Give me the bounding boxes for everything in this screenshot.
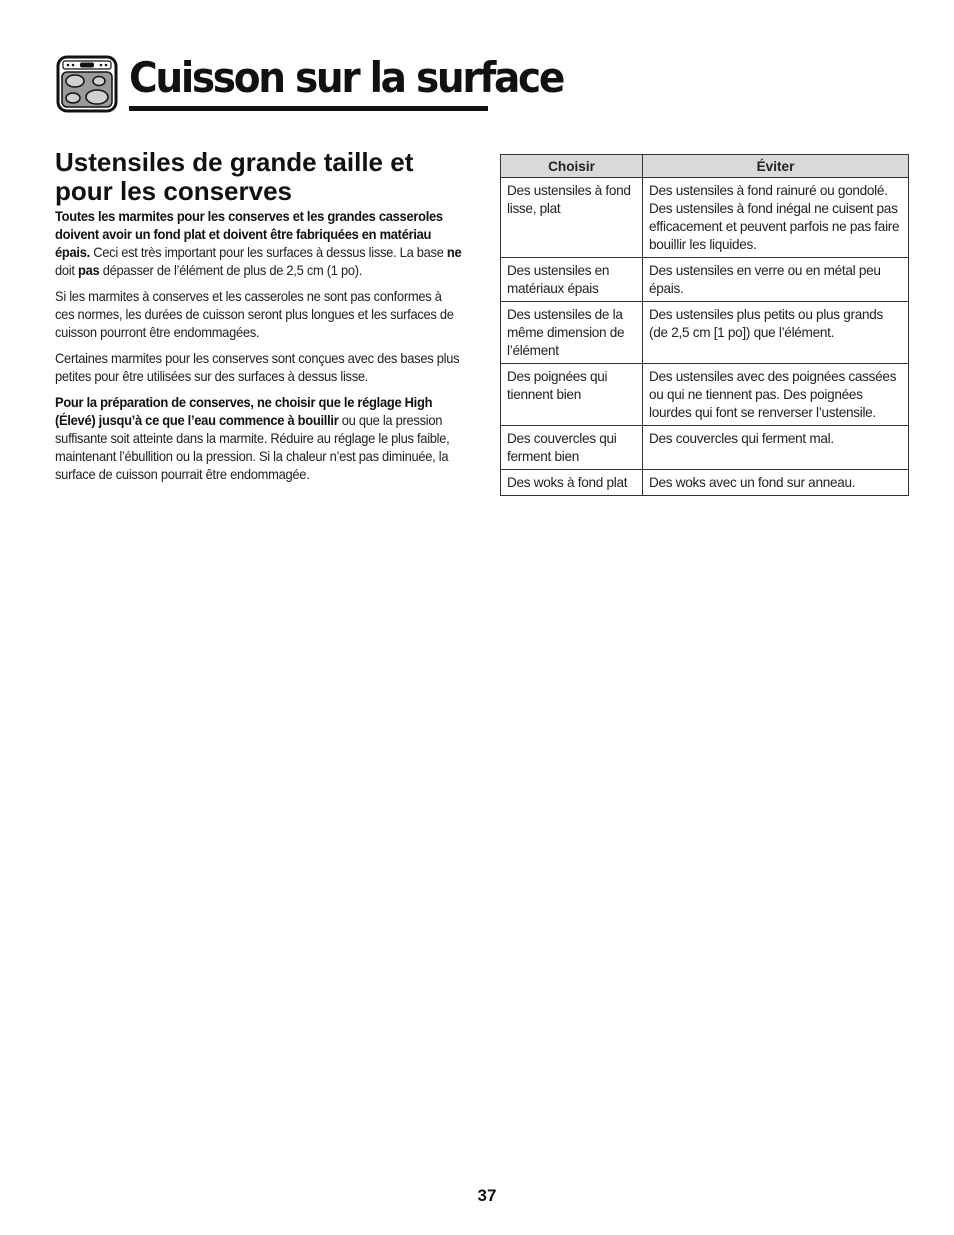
table-header-row (501, 155, 909, 178)
table-row (501, 364, 909, 426)
text-run: dépasser de l’élément de plus de 2,5 cm (1 po). (99, 263, 363, 278)
title-underline (129, 106, 488, 111)
column-header-avoid: Éviter (643, 155, 909, 178)
cell-avoid: Des ustensiles en verre ou en métal peu épais. (643, 258, 909, 302)
table-row (501, 426, 909, 470)
body-paragraph (55, 288, 464, 342)
cell-choose: Des woks à fond plat (501, 470, 643, 496)
text-run: Ceci est très important pour les surfaces à dessus lisse. La base (89, 245, 447, 260)
cell-choose: Des couvercles qui ferment bien (501, 426, 643, 470)
bold-text: ne (446, 245, 462, 260)
cell-choose: Des ustensiles à fond lisse, plat (501, 178, 643, 258)
cooktop-icon (56, 55, 118, 113)
page-title: Cuisson sur la surface (129, 53, 564, 102)
cell-avoid: Des ustensiles avec des poignées cassées ou qui ne tiennent pas. Des poignées lourdes qui font se renverser l’ustensile. (643, 364, 909, 426)
body-paragraph (55, 394, 464, 484)
cell-avoid: Des woks avec un fond sur anneau. (643, 470, 909, 496)
cell-choose: Des ustensiles en matériaux épais (501, 258, 643, 302)
page-number: 37 (477, 1186, 497, 1205)
table-row (501, 178, 909, 258)
section-heading: Ustensiles de grande taille et pour les conserves (55, 147, 414, 206)
text-run: Certaines marmites pour les conserves sont conçues avec des bases plus petites pour être utilisées sur des surfaces à dessus lisse. (55, 351, 460, 384)
cell-avoid: Des ustensiles à fond rainuré ou gondolé. Des ustensiles à fond inégal ne cuisent pas efficacement et peuvent parfois ne pas faire bouillir les liquides. (643, 178, 909, 258)
body-paragraph (55, 350, 464, 386)
column-header-choose: Choisir (501, 155, 643, 178)
text-run: doit (55, 263, 78, 278)
page-header (56, 52, 564, 112)
body-paragraph (55, 208, 464, 280)
bold-text: pas (77, 263, 100, 278)
bold-text: Toutes les marmites pour les conserves et les grandes casseroles doivent avoir un fond plat et doivent être fabriquées en matériau épais. (55, 209, 443, 260)
cell-avoid: Des couvercles qui ferment mal. (643, 426, 909, 470)
cell-choose: Des ustensiles de la même dimension de l’élément (501, 302, 643, 364)
table-row (501, 258, 909, 302)
text-run: Si les marmites à conserves et les casseroles ne sont pas conformes à ces normes, les durées de cuisson seront plus longues et les surfaces de cuisson pourront être endommagées. (55, 289, 454, 340)
table-row (501, 302, 909, 364)
table-row (501, 470, 909, 496)
text-run: ou que la pression suffisante soit atteinte dans la marmite. Réduire au réglage le plus faible, maintenant l’ébullition ou la pression. Si la chaleur n’est pas diminuée, la surface de cuisson pourrait être endommagée. (55, 413, 450, 482)
cookware-table (500, 154, 909, 496)
body-text (55, 208, 465, 492)
cell-avoid: Des ustensiles plus petits ou plus grands (de 2,5 cm [1 po]) que l’élément. (643, 302, 909, 364)
cell-choose: Des poignées qui tiennent bien (501, 364, 643, 426)
bold-text: Pour la préparation de conserves, ne choisir que le réglage High (Élevé) jusqu’à ce que l’eau commence à bouillir (55, 395, 433, 428)
